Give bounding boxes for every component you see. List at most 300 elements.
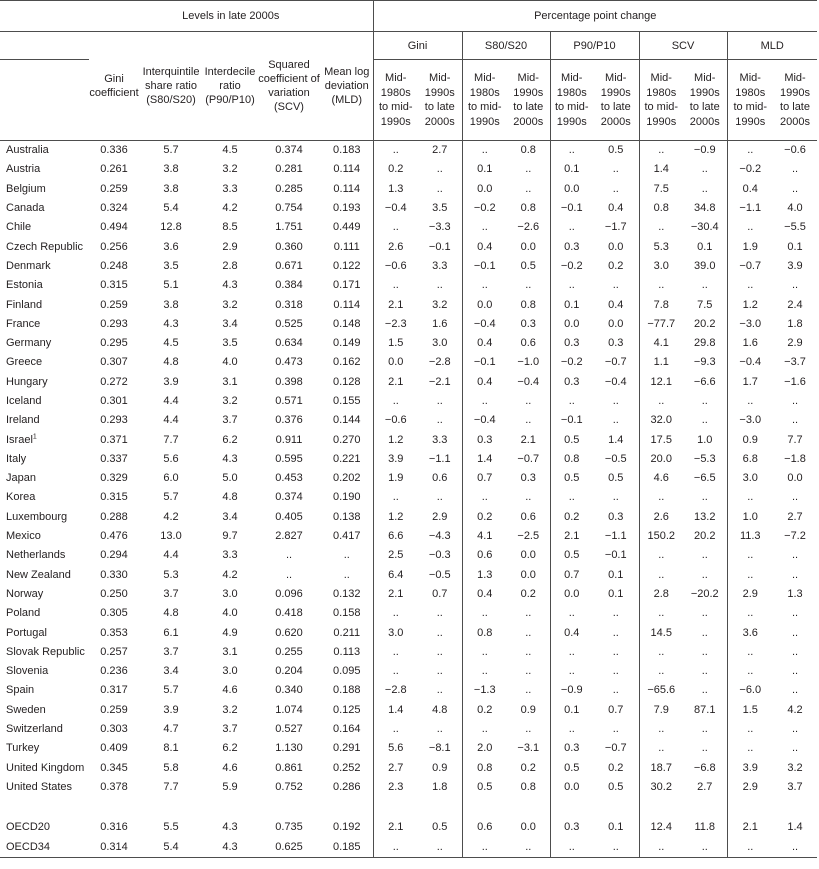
change-value: 0.1	[550, 160, 593, 179]
change-value: 14.5	[639, 623, 683, 642]
level-value: 0.288	[100, 510, 128, 523]
change-value: ..	[727, 488, 773, 507]
change-value: 0.3	[608, 510, 624, 523]
change-value: ..	[436, 395, 443, 407]
change-value: 0.2	[550, 508, 593, 527]
change-value: −0.4	[373, 199, 418, 218]
change-value: 3.0	[432, 337, 448, 350]
level-value: 6.2	[222, 433, 238, 446]
level-value: 0.114	[333, 163, 361, 176]
change-value: ..	[550, 643, 593, 662]
change-value: 1.9	[727, 237, 773, 256]
country-name: Switzerland	[6, 723, 63, 736]
level-value: 1.751	[275, 221, 303, 234]
country-name: Spain	[6, 684, 35, 697]
level-value: 0.158	[332, 607, 361, 620]
change-value: 0.7	[608, 703, 624, 716]
change-value: 0.3	[462, 430, 507, 449]
change-value: 0.4	[462, 237, 507, 256]
change-value: 1.3	[462, 566, 507, 585]
country-name: Hungary	[6, 375, 48, 388]
level-value: 4.4	[163, 395, 179, 407]
change-value: ..	[612, 491, 619, 504]
level-value: 0.318	[275, 298, 303, 311]
level-value: 4.3	[222, 821, 238, 834]
level-value: 0.114	[333, 182, 361, 195]
change-value: 0.9	[727, 430, 773, 449]
change-value: ..	[462, 604, 507, 623]
level-value: 0.417	[332, 530, 361, 543]
change-value: 0.8	[520, 144, 536, 157]
change-value: 3.5	[432, 202, 448, 215]
table-row	[0, 837, 817, 857]
level-value: 0.314	[89, 837, 139, 857]
change-value: ..	[462, 141, 507, 161]
change-value: 1.4	[639, 160, 683, 179]
change-value: ..	[791, 279, 799, 292]
period-header: Mid-1980s to mid-1990s	[462, 60, 507, 141]
change-value: −0.6	[373, 411, 418, 430]
level-value: 0.171	[332, 279, 361, 292]
change-value: ..	[612, 684, 619, 697]
change-value: −0.7	[727, 257, 773, 276]
change-value: 12.1	[639, 373, 683, 392]
level-value: 5.9	[222, 780, 238, 793]
country-name: Czech Republic	[6, 240, 84, 253]
change-value: 0.8	[639, 199, 683, 218]
change-value: ..	[639, 643, 683, 662]
level-value: 0.259	[100, 298, 128, 311]
level-value: 5.7	[163, 684, 179, 697]
level-value: 0.122	[332, 259, 361, 272]
change-value: 1.0	[697, 433, 713, 446]
change-value: ..	[791, 395, 799, 407]
country-name: Estonia	[6, 279, 43, 292]
change-value: 7.8	[639, 295, 683, 314]
level-value: 13.0	[160, 530, 182, 543]
level-value: 0.340	[275, 684, 303, 697]
change-value: 0.1	[608, 587, 624, 600]
change-value: 13.2	[694, 510, 716, 523]
level-value: 0.259	[100, 703, 128, 716]
level-value: ..	[343, 568, 350, 581]
level-value: 0.307	[100, 356, 128, 369]
change-value: −20.2	[690, 587, 719, 600]
change-value: −0.1	[604, 549, 627, 562]
level-value: 0.281	[275, 163, 303, 176]
change-value: 1.5	[373, 334, 418, 353]
level-value: 0.315	[100, 279, 128, 292]
change-value: −1.1	[727, 199, 773, 218]
change-value: 3.9	[373, 450, 418, 469]
change-value: ..	[701, 182, 708, 195]
change-value: ..	[612, 723, 619, 736]
change-value: −65.6	[639, 681, 683, 700]
change-value: ..	[639, 218, 683, 237]
change-value: ..	[436, 607, 443, 620]
change-value: 1.4	[373, 701, 418, 720]
change-value: −1.1	[604, 530, 627, 543]
change-value: ..	[612, 645, 619, 658]
change-value: −0.1	[462, 257, 507, 276]
change-value: 0.9	[520, 703, 536, 716]
country-name: United States	[6, 780, 73, 793]
change-value: −0.4	[604, 375, 627, 388]
change-value: 0.2	[462, 508, 507, 527]
change-value: ..	[639, 720, 683, 739]
table-row	[0, 701, 817, 720]
change-value: 0.4	[462, 334, 507, 353]
level-value: 0.128	[332, 375, 361, 388]
level-value: 5.3	[163, 568, 179, 581]
level-value: 6.1	[163, 626, 179, 639]
table-row	[0, 430, 817, 449]
change-value: ..	[550, 662, 593, 681]
change-value: 0.3	[550, 373, 593, 392]
change-value: 0.7	[432, 587, 448, 600]
period-header: Mid-1980s to mid-1990s	[727, 60, 773, 141]
change-value: −0.4	[462, 315, 507, 334]
level-value: 0.315	[100, 491, 128, 504]
change-value: −0.1	[462, 353, 507, 372]
change-value: 0.3	[608, 337, 624, 350]
change-value: ..	[507, 837, 550, 857]
change-value: 32.0	[639, 411, 683, 430]
change-value: 0.8	[462, 759, 507, 778]
change-value: ..	[462, 662, 507, 681]
level-value: 0.409	[100, 742, 128, 755]
change-value: 0.6	[432, 472, 448, 485]
change-value: 1.4	[608, 433, 624, 446]
change-value: −77.7	[639, 315, 683, 334]
level-value: 0.185	[321, 837, 373, 857]
level-value: 0.371	[100, 433, 128, 446]
change-value: ..	[701, 568, 708, 581]
level-value: 0.257	[100, 645, 128, 658]
level-value: 0.398	[275, 375, 303, 388]
change-value: −0.3	[428, 549, 451, 562]
change-value: ..	[525, 491, 532, 504]
table-row	[0, 160, 817, 179]
change-value: ..	[639, 739, 683, 758]
level-value: 3.3	[222, 182, 238, 195]
change-value: 3.2	[432, 298, 448, 311]
table-row	[0, 141, 817, 161]
change-value: ..	[525, 395, 532, 407]
level-value: 5.8	[163, 761, 179, 774]
change-value: 2.9	[727, 585, 773, 604]
change-value: −8.1	[428, 742, 451, 755]
change-value: 0.8	[520, 298, 536, 311]
change-value: 30.2	[639, 778, 683, 797]
country-name: Portugal	[6, 626, 47, 639]
change-value: −0.9	[550, 681, 593, 700]
change-value: ..	[639, 604, 683, 623]
change-title: Percentage point change	[373, 1, 817, 32]
change-value: ..	[550, 604, 593, 623]
level-value: 4.8	[222, 491, 238, 504]
change-value: −0.9	[693, 144, 716, 157]
change-value: 7.7	[787, 433, 803, 446]
level-value: 0.376	[275, 414, 303, 427]
table-row	[0, 469, 817, 488]
change-value: 2.1	[373, 295, 418, 314]
change-value: ..	[462, 276, 507, 295]
level-value: ..	[285, 549, 293, 562]
change-value: 0.3	[520, 472, 536, 485]
change-value: 0.5	[520, 259, 536, 272]
col-scv: Squared coefficient of variation (SCV)	[257, 32, 321, 141]
group-gini: Gini	[373, 32, 462, 60]
change-value: 0.0	[608, 240, 624, 253]
level-value: 0.317	[100, 684, 128, 697]
change-value: ..	[727, 604, 773, 623]
change-value: ..	[791, 645, 799, 658]
level-value: 0.405	[275, 510, 303, 523]
change-value: −1.3	[462, 681, 507, 700]
change-value: 2.1	[373, 373, 418, 392]
change-value: 3.2	[787, 761, 803, 774]
change-value: −0.2	[550, 257, 593, 276]
level-value: 0.095	[332, 665, 361, 678]
change-value: −0.5	[604, 452, 627, 465]
change-value: ..	[639, 392, 683, 411]
level-value: 3.2	[222, 395, 238, 407]
country-name: OECD34	[0, 837, 89, 857]
change-value: ..	[791, 626, 799, 639]
change-value: 2.6	[373, 237, 418, 256]
change-value: ..	[791, 684, 799, 697]
level-value: 0.337	[100, 452, 128, 465]
change-value: 6.8	[727, 450, 773, 469]
change-value: 3.0	[373, 623, 418, 642]
level-value: 0.595	[275, 452, 303, 465]
change-value: ..	[373, 276, 418, 295]
change-value: ..	[462, 837, 507, 857]
level-value: 0.634	[275, 337, 303, 350]
table-row	[0, 739, 817, 758]
change-value: ..	[791, 163, 799, 176]
level-value: 0.418	[275, 607, 303, 620]
change-value: −9.3	[693, 356, 716, 369]
level-value: 5.4	[139, 837, 203, 857]
change-value: ..	[418, 837, 462, 857]
change-value: ..	[773, 837, 817, 857]
change-value: ..	[436, 279, 443, 292]
change-value: 3.0	[727, 469, 773, 488]
change-value: −2.5	[517, 530, 540, 543]
change-value: 17.5	[639, 430, 683, 449]
country-name: Germany	[6, 337, 52, 350]
change-value: ..	[791, 607, 799, 620]
change-value: −3.0	[727, 411, 773, 430]
level-value: 0.144	[332, 414, 361, 427]
change-value: ..	[436, 491, 443, 504]
level-value: 3.4	[222, 317, 238, 330]
period-header: Mid-1980s to mid-1990s	[550, 60, 593, 141]
change-value: 0.6	[462, 818, 507, 837]
change-value: 1.2	[373, 430, 418, 449]
change-value: 0.2	[520, 761, 536, 774]
level-value: 3.5	[222, 337, 238, 350]
change-value: ..	[550, 276, 593, 295]
level-value: 8.5	[222, 221, 238, 234]
level-value: 4.3	[163, 317, 179, 330]
change-value: 0.8	[520, 780, 536, 793]
change-value: ..	[373, 837, 418, 857]
change-value: ..	[525, 645, 532, 658]
change-value: −1.0	[517, 356, 540, 369]
level-value: 0.211	[333, 626, 361, 639]
level-value: 0.293	[100, 317, 128, 330]
level-value: 0.183	[332, 144, 361, 157]
change-value: 6.6	[373, 527, 418, 546]
table-row	[0, 720, 817, 739]
change-value: ..	[373, 488, 418, 507]
change-value: ..	[727, 392, 773, 411]
level-value: 2.9	[222, 240, 238, 253]
level-value: 3.4	[163, 665, 179, 678]
change-value: ..	[791, 742, 799, 755]
change-value: 4.1	[639, 334, 683, 353]
change-value: 29.8	[694, 337, 716, 350]
change-value: 0.5	[608, 780, 624, 793]
change-value: ..	[701, 163, 708, 176]
country-name: Slovak Republic	[6, 645, 85, 658]
change-value: 0.2	[608, 259, 624, 272]
change-value: 0.4	[608, 298, 624, 311]
change-value: 3.9	[787, 259, 803, 272]
table-row	[0, 643, 817, 662]
change-value: −0.2	[727, 160, 773, 179]
level-value: 0.625	[257, 837, 321, 857]
change-value: ..	[612, 182, 619, 195]
change-value: ..	[550, 218, 593, 237]
level-value: 0.305	[100, 607, 128, 620]
table-row	[0, 546, 817, 565]
change-value: 0.6	[520, 510, 536, 523]
change-value: 0.4	[727, 180, 773, 199]
change-value: ..	[612, 607, 619, 620]
change-value: ..	[612, 665, 619, 678]
change-value: 0.6	[462, 546, 507, 565]
change-value: ..	[701, 742, 708, 755]
country-name: Netherlands	[6, 549, 66, 562]
change-value: −5.5	[784, 221, 806, 234]
change-value: −6.5	[693, 472, 716, 485]
change-value: 0.0	[550, 585, 593, 604]
change-value: ..	[791, 568, 799, 581]
country-name: Slovenia	[6, 665, 49, 678]
level-value: 0.330	[100, 568, 128, 581]
change-value: ..	[525, 414, 532, 427]
change-value: 87.1	[694, 703, 716, 716]
level-value: 0.188	[332, 684, 361, 697]
change-value: 150.2	[639, 527, 683, 546]
change-value: −0.2	[550, 353, 593, 372]
change-value: ..	[639, 141, 683, 161]
change-value: 1.2	[373, 508, 418, 527]
change-value: ..	[550, 392, 593, 411]
change-value: −2.1	[428, 375, 451, 388]
change-value: 0.5	[608, 144, 624, 157]
level-value: 9.7	[222, 530, 238, 543]
change-value: −0.6	[784, 144, 806, 157]
table-row	[0, 681, 817, 700]
level-value: 0.303	[100, 723, 128, 736]
level-value: 5.7	[163, 491, 179, 504]
level-value: 3.7	[163, 645, 179, 658]
change-value: 0.3	[520, 317, 536, 330]
change-value: −6.6	[693, 375, 716, 388]
level-value: 0.155	[332, 395, 361, 407]
change-value: −0.5	[428, 568, 451, 581]
level-value: 0.360	[275, 240, 303, 253]
table-row	[0, 508, 817, 527]
level-value: 3.0	[222, 665, 238, 678]
level-value: 4.0	[222, 356, 238, 369]
change-value: 2.3	[373, 778, 418, 797]
level-value: 5.0	[222, 472, 238, 485]
table-row	[0, 778, 817, 797]
table-row	[0, 818, 817, 837]
change-value: −6.8	[693, 761, 716, 774]
change-value: ..	[701, 665, 708, 678]
change-value: 1.6	[432, 317, 448, 330]
change-value: 3.9	[727, 759, 773, 778]
change-value: ..	[701, 607, 708, 620]
change-value: 2.1	[373, 818, 418, 837]
level-value: 12.8	[160, 221, 182, 234]
change-value: 2.9	[432, 510, 448, 523]
group-scv: SCV	[639, 32, 727, 60]
change-value: ..	[727, 141, 773, 161]
change-value: −0.7	[517, 452, 540, 465]
change-value: ..	[462, 392, 507, 411]
corner-cell	[0, 60, 89, 141]
change-value: 0.2	[462, 701, 507, 720]
change-value: 0.1	[550, 295, 593, 314]
level-value: 0.096	[275, 587, 303, 600]
col-s80s20: Interquintile share ratio (S80/S20)	[139, 32, 203, 141]
change-value: 2.7	[697, 780, 713, 793]
period-header: Mid-1990s to late 2000s	[418, 60, 462, 141]
change-value: 0.1	[608, 568, 624, 581]
change-value: 0.0	[520, 821, 536, 834]
col-mld: Mean log deviation (MLD)	[321, 32, 373, 141]
country-name: Iceland	[6, 395, 42, 407]
change-value: ..	[701, 645, 708, 658]
change-value: ..	[639, 488, 683, 507]
country-name: Italy	[6, 452, 27, 465]
change-value: ..	[639, 662, 683, 681]
level-value: 0.336	[100, 144, 128, 157]
level-value: 7.7	[163, 433, 179, 446]
change-value: 1.9	[373, 469, 418, 488]
change-value: −1.1	[428, 452, 451, 465]
change-value: 0.1	[697, 240, 713, 253]
change-value: 2.4	[787, 298, 803, 311]
change-value: ..	[727, 276, 773, 295]
level-value: 0.316	[100, 821, 128, 834]
change-value: ..	[612, 414, 619, 427]
change-value: ..	[791, 182, 799, 195]
change-value: ..	[639, 566, 683, 585]
change-value: 0.2	[520, 587, 536, 600]
change-value: ..	[727, 739, 773, 758]
country-name: Sweden	[6, 703, 46, 716]
change-value: 2.9	[727, 778, 773, 797]
